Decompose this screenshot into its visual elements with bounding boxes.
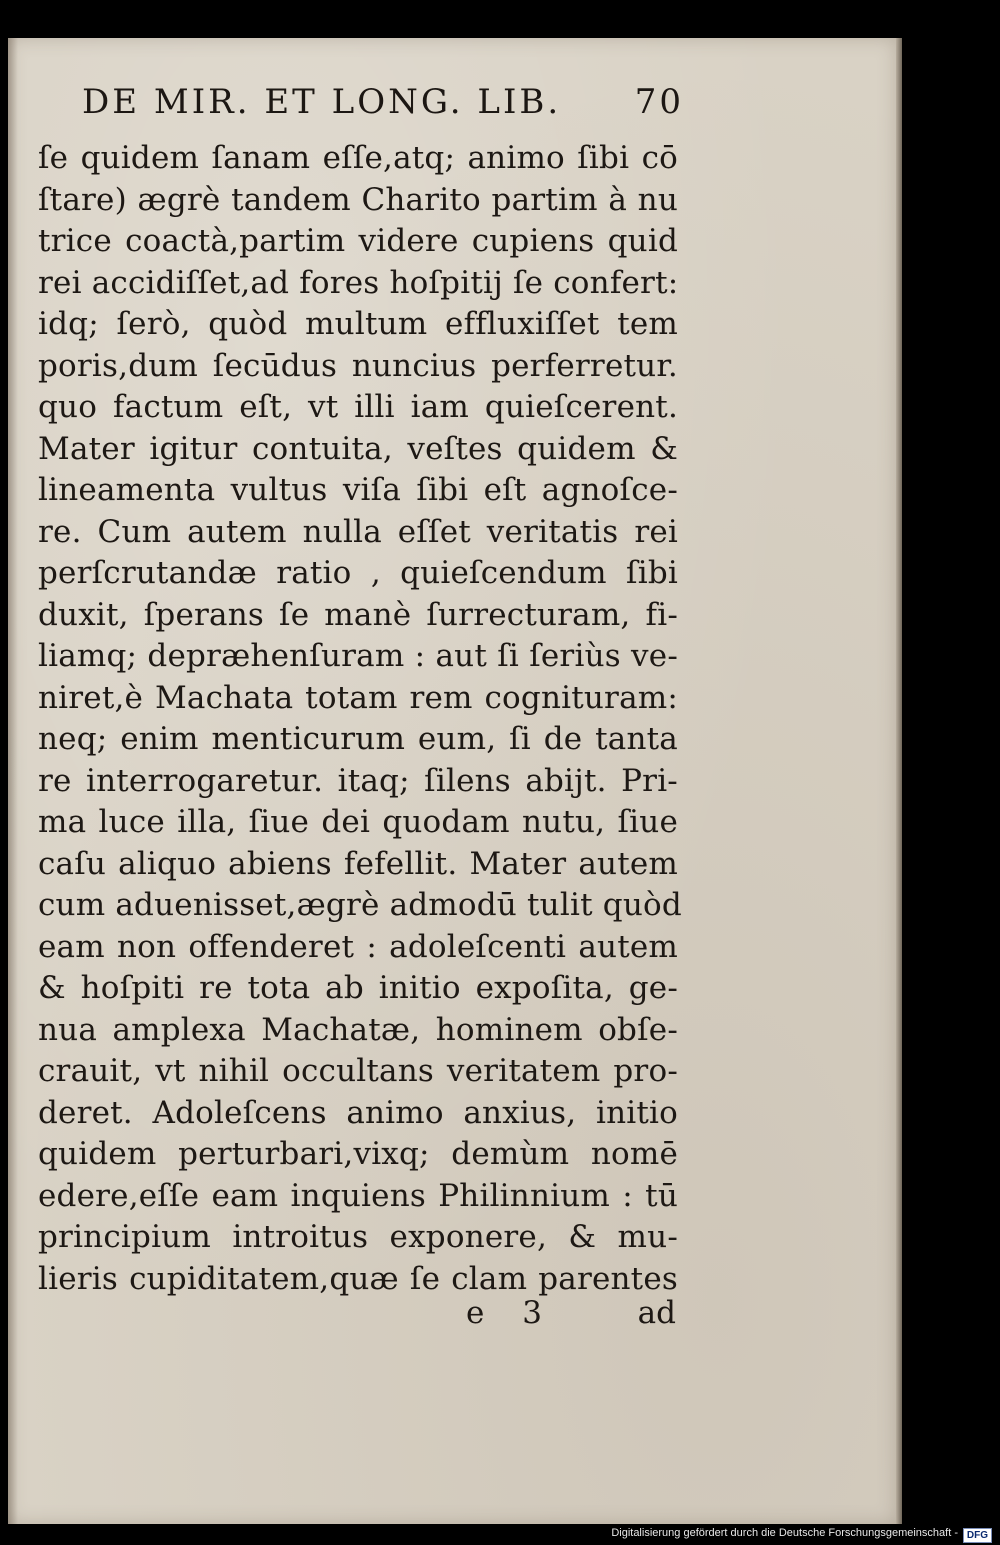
text-line: trice coactà,partim videre cupiens quid	[38, 223, 678, 259]
text-line: principium introitus exponere, & mu-	[38, 1219, 678, 1255]
text-line: duxit, ſperans ſe manè ſurrecturam, fi-	[38, 596, 678, 633]
running-head-title: DE MIR. ET LONG. LIB.	[82, 82, 562, 122]
page-edge	[896, 38, 902, 1524]
text-line: perſcrutandæ ratio , quieſcendum ſibi	[38, 555, 678, 591]
signature-mark: e 3	[466, 1295, 556, 1331]
text-line: idq; ſerò, quòd multum effluxiſſet tem	[38, 306, 678, 342]
text-line: lieris cupiditatem,quæ ſe clam parentes	[38, 1260, 678, 1297]
text-line: re interrogaretur. itaq; ſilens abijt. Pri-	[38, 762, 678, 799]
text-line: & hoſpiti re tota ab initio expoſita, ge-	[38, 970, 678, 1006]
text-line: poris,dum ſecūdus nuncius perferretur.	[38, 347, 678, 384]
text-line: cum aduenisset,ægrè admodū tulit quòd	[38, 887, 682, 923]
running-head	[60, 82, 690, 130]
text-line: ma luce illa, ſiue dei quodam nutu, ſiue	[38, 804, 678, 840]
text-line: quidem perturbari,vixq; demùm nomē	[38, 1136, 678, 1172]
text-line: re. Cum autem nulla eſſet veritatis rei	[38, 513, 678, 550]
text-line: eam non offenderet : adoleſcenti autem	[38, 928, 678, 965]
catchword: ad	[637, 1295, 676, 1331]
footer-bar	[0, 1524, 1000, 1545]
text-line: Mater igitur contuita, veſtes quidem &	[38, 430, 678, 467]
text-line: niret,è Machata totam rem cognituram:	[38, 679, 678, 716]
text-line: liamq; depræhenſuram : aut ſi ſeriùs ve-	[38, 638, 678, 674]
page-gutter-shadow	[8, 38, 18, 1524]
text-line: lineamenta vultus viſa ſibi eſt agnoſce-	[38, 472, 678, 508]
text-line: ſtare) ægrè tandem Charito partim à nu	[38, 181, 678, 218]
text-block	[38, 138, 682, 1300]
text-line: crauit, vt nihil occultans veritatem pro-	[38, 1053, 678, 1089]
text-line: neq; enim menticurum eum, ſi de tanta	[38, 721, 678, 757]
dfg-logo: DFG	[963, 1528, 992, 1543]
footer-credit: Digitalisierung gefördert durch die Deutsche Forschungsgemeinschaft -	[611, 1527, 958, 1539]
folio-number: 70	[634, 82, 684, 122]
text-line: rei accidiſſet,ad fores hoſpitij ſe confert:	[38, 264, 679, 301]
text-line: nua amplexa Machatæ, hominem obſe-	[38, 1011, 678, 1048]
text-line: caſu aliquo abiens fefellit. Mater autem	[38, 845, 678, 882]
catchword-line	[38, 1295, 678, 1337]
text-line: quo factum eſt, vt illi iam quieſcerent.	[38, 389, 678, 425]
text-line: deret. Adoleſcens animo anxius, initio	[38, 1094, 678, 1131]
text-line: edere,eſſe eam inquiens Philinnium : tū	[38, 1177, 678, 1214]
text-line: ſe quidem ſanam eſſe,atq; animo ſibi cō	[38, 140, 678, 176]
